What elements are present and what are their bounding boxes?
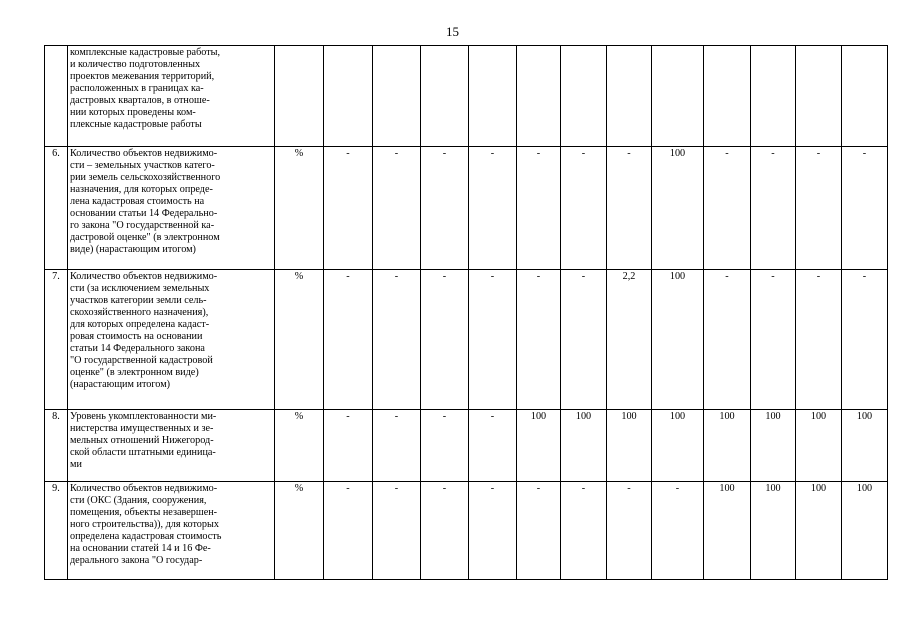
value-cell: -: [796, 147, 842, 270]
value-cell: 100: [842, 482, 888, 580]
description-line: помещения, объекты незавершен-: [70, 507, 218, 518]
description-line: го закона "О государственной ка-: [70, 220, 215, 231]
value-cell: -: [373, 147, 421, 270]
indicator-description: [68, 410, 275, 482]
description-line: статьи 14 Федерального закона: [70, 343, 205, 354]
value-cell: -: [421, 482, 469, 580]
description-line: участков категории земли сель-: [70, 295, 207, 306]
row-number: 8.: [45, 410, 68, 482]
value-cell: -: [324, 482, 373, 580]
value-cell: [796, 46, 842, 147]
value-cell: 100: [652, 410, 704, 482]
description-line: Количество объектов недвижимо-: [70, 483, 218, 494]
value-cell: [842, 46, 888, 147]
value-cell: 100: [517, 410, 561, 482]
value-cell: [421, 46, 469, 147]
description-line: сти – земельных участков катего-: [70, 160, 215, 171]
page-number: 15: [446, 24, 459, 39]
description-line: "О государственной кадастровой: [70, 355, 213, 366]
value-cell: -: [421, 147, 469, 270]
description-line: ской области штатными единица-: [70, 447, 216, 458]
value-cell: 100: [704, 482, 751, 580]
description-line: дастровой оценке" (в электронном: [70, 232, 220, 243]
value-cell: [324, 46, 373, 147]
value-cell: [607, 46, 652, 147]
value-cell: -: [517, 482, 561, 580]
value-cell: 2,2: [607, 270, 652, 410]
description-line: Уровень укомплектованности ми-: [70, 411, 217, 422]
value-cell: -: [561, 147, 607, 270]
value-cell: -: [469, 270, 517, 410]
table-row: [45, 46, 888, 147]
value-cell: -: [652, 482, 704, 580]
table-row: [45, 482, 888, 580]
value-cell: 100: [842, 410, 888, 482]
value-cell: [517, 46, 561, 147]
value-cell: [652, 46, 704, 147]
indicator-description: [68, 270, 275, 410]
table-row: [45, 147, 888, 270]
description-line: нистерства имущественных и зе-: [70, 423, 214, 434]
value-cell: -: [796, 270, 842, 410]
unit-cell: %: [275, 482, 324, 580]
description-line: оценке" (в электронном виде): [70, 367, 199, 378]
value-cell: 100: [652, 147, 704, 270]
value-cell: -: [373, 270, 421, 410]
description-line: плексные кадастровые работы: [70, 119, 202, 130]
description-line: Количество объектов недвижимо-: [70, 271, 218, 282]
value-cell: -: [607, 482, 652, 580]
value-cell: -: [324, 270, 373, 410]
value-cell: -: [517, 147, 561, 270]
description-line: скохозяйственного назначения),: [70, 307, 209, 318]
description-line: ровая стоимость на основании: [70, 331, 203, 342]
value-cell: -: [561, 270, 607, 410]
value-cell: -: [751, 270, 796, 410]
indicator-description: [68, 482, 275, 580]
value-cell: -: [469, 147, 517, 270]
value-cell: 100: [751, 410, 796, 482]
value-cell: 100: [704, 410, 751, 482]
unit-cell: [275, 46, 324, 147]
value-cell: -: [607, 147, 652, 270]
value-cell: -: [469, 410, 517, 482]
table-row: [45, 410, 888, 482]
description-line: и количество подготовленных: [70, 59, 201, 70]
value-cell: -: [469, 482, 517, 580]
value-cell: -: [751, 147, 796, 270]
value-cell: -: [373, 410, 421, 482]
value-cell: [561, 46, 607, 147]
indicator-description: [68, 46, 275, 147]
unit-cell: %: [275, 410, 324, 482]
description-line: сти (за исключением земельных: [70, 283, 210, 294]
description-line: дастровых кварталов, в отноше-: [70, 95, 210, 106]
description-line: на основании статей 14 и 16 Фе-: [70, 543, 211, 554]
value-cell: [704, 46, 751, 147]
row-number: 7.: [45, 270, 68, 410]
value-cell: 100: [751, 482, 796, 580]
description-line: проектов межевания территорий,: [70, 71, 215, 82]
value-cell: [469, 46, 517, 147]
value-cell: 100: [796, 410, 842, 482]
value-cell: 100: [561, 410, 607, 482]
table-body: [45, 46, 888, 580]
value-cell: -: [704, 147, 751, 270]
value-cell: -: [421, 410, 469, 482]
description-line: назначения, для которых опреде-: [70, 184, 213, 195]
unit-cell: %: [275, 270, 324, 410]
description-line: виде) (нарастающим итогом): [70, 244, 196, 255]
value-cell: [373, 46, 421, 147]
value-cell: 100: [652, 270, 704, 410]
row-number: 6.: [45, 147, 68, 270]
description-line: определена кадастровая стоимость: [70, 531, 222, 542]
description-line: расположенных в границах ка-: [70, 83, 204, 94]
value-cell: -: [704, 270, 751, 410]
value-cell: -: [517, 270, 561, 410]
description-line: комплексные кадастровые работы,: [70, 47, 221, 58]
value-cell: -: [842, 270, 888, 410]
value-cell: -: [373, 482, 421, 580]
value-cell: 100: [796, 482, 842, 580]
value-cell: -: [421, 270, 469, 410]
description-line: рии земель сельскохозяйственного: [70, 172, 221, 183]
description-line: нии которых проведены ком-: [70, 107, 196, 118]
value-cell: [751, 46, 796, 147]
description-line: лена кадастровая стоимость на: [70, 196, 205, 207]
indicators-table: [44, 45, 888, 580]
value-cell: -: [324, 147, 373, 270]
indicator-description: [68, 147, 275, 270]
unit-cell: %: [275, 147, 324, 270]
description-line: Количество объектов недвижимо-: [70, 148, 218, 159]
description-line: сти (ОКС (Здания, сооружения,: [70, 495, 207, 506]
value-cell: -: [561, 482, 607, 580]
description-line: ми: [70, 459, 82, 470]
value-cell: -: [324, 410, 373, 482]
description-line: основании статьи 14 Федерально-: [70, 208, 218, 219]
row-number: [45, 46, 68, 147]
table-row: [45, 270, 888, 410]
description-line: для которых определена кадаст-: [70, 319, 210, 330]
description-line: дерального закона "О государ-: [70, 555, 203, 566]
description-line: мельных отношений Нижегород-: [70, 435, 214, 446]
value-cell: -: [842, 147, 888, 270]
description-line: ного строительства)), для которых: [70, 519, 219, 530]
description-line: (нарастающим итогом): [70, 379, 171, 390]
row-number: 9.: [45, 482, 68, 580]
value-cell: 100: [607, 410, 652, 482]
